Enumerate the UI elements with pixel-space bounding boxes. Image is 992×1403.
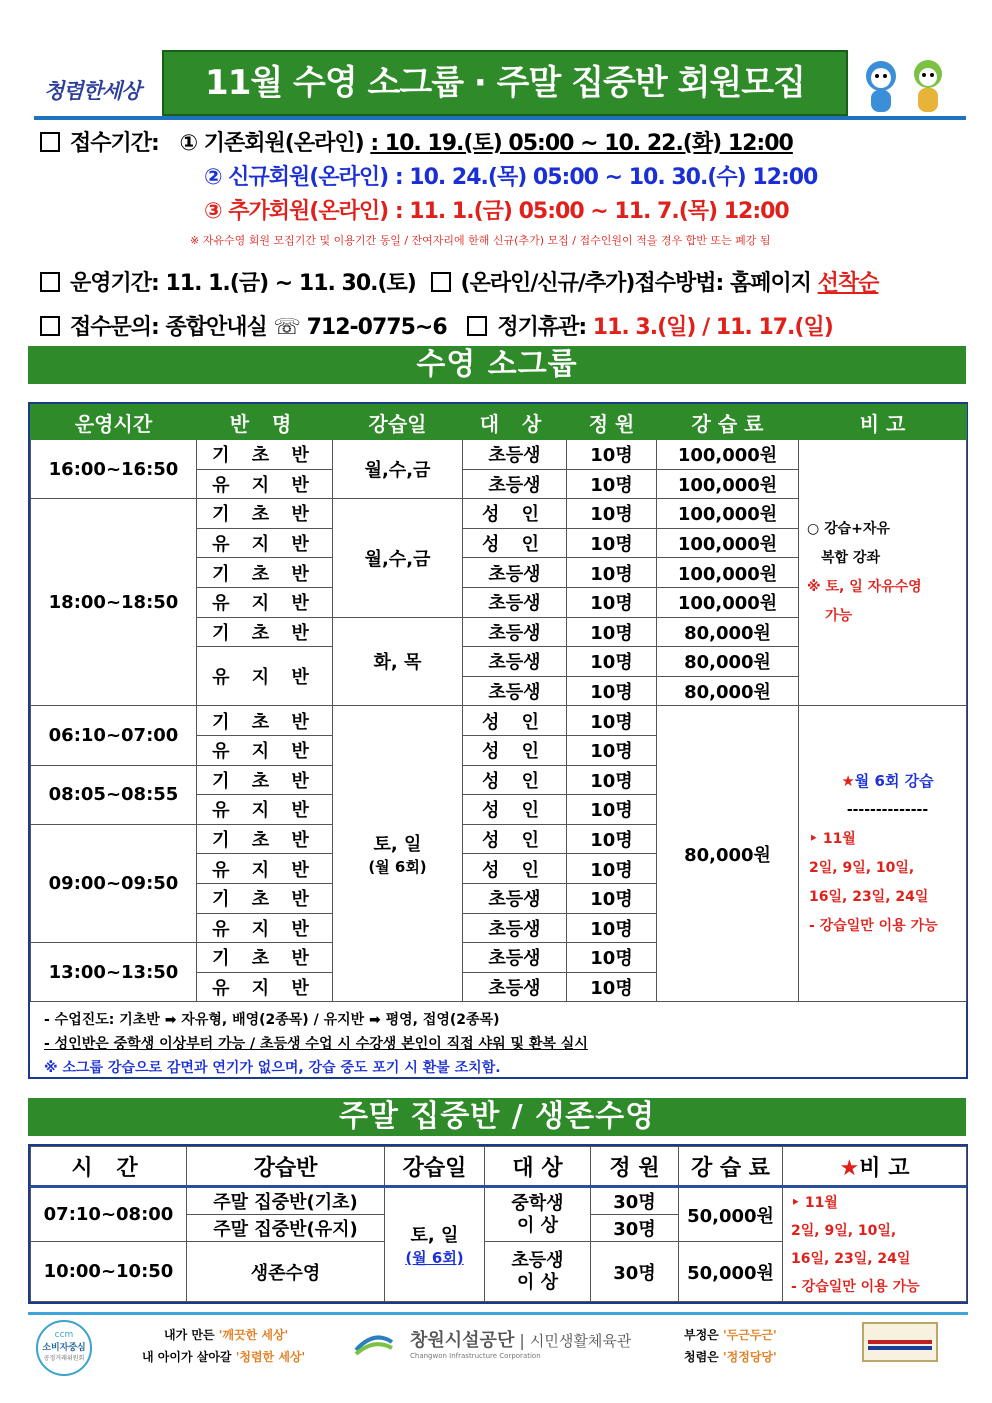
table-footnotes: - 수업진도: 기초반 ➡ 자유형, 배영(2종목) / 유지반 ➡ 평영, 접영(2종목) - 성인반은 중학생 이상부터 가능 / 초등생 수업 시 수강생 본인이 직접 샤워 및 환복 실시 ※ 소그룹 강습으로 감면과 연기가 없으며, 강습 중도 포기 시 환불 조치함. [44,1012,588,1076]
motto-2: 청렴은 '정정당당' [684,1350,777,1364]
mascot-icon [856,56,956,116]
class-cell: 기 초 반 [197,883,333,913]
certificate-logo [862,1322,938,1362]
target-cell: 성 인 [463,824,567,854]
target-cell: 초등생 [463,883,567,913]
days-cell: 화, 목 [333,617,463,706]
target-cell: 초등생 [463,617,567,647]
time-cell: 18:00~18:50 [31,499,197,706]
class-cell: 기 초 반 [197,824,333,854]
time-cell: 07:10~08:00 [31,1187,187,1242]
capacity-cell: 30명 [591,1242,679,1302]
time-cell: 13:00~13:50 [31,943,197,1002]
column-header: 시 간 [31,1147,187,1187]
capacity-cell: 10명 [567,735,657,765]
class-cell: 주말 집중반(기초) [187,1187,385,1215]
class-cell: 기 초 반 [197,558,333,588]
fee-cell: 100,000원 [657,558,799,588]
column-header: 정 원 [567,405,657,440]
class-cell: 유 지 반 [197,972,333,1002]
target-cell: 초등생 [463,943,567,973]
class-cell: 기 초 반 [197,706,333,736]
target-cell: 성 인 [463,528,567,558]
class-cell: 유 지 반 [197,913,333,943]
target-cell: 초등생 [463,440,567,470]
org-logo-icon [352,1328,396,1366]
table-row [31,440,967,470]
footer-divider [28,1312,968,1315]
column-header: 강습반 [187,1147,385,1187]
fee-cell: 50,000원 [679,1187,783,1242]
fee-cell: 100,000원 [657,499,799,529]
column-header: 강 습 료 [657,405,799,440]
class-cell: 기 초 반 [197,440,333,470]
fee-cell: 80,000원 [657,647,799,677]
table-header-row [31,1147,967,1187]
target-cell: 성 인 [463,795,567,825]
note-cell-weekend: ★월 6회 강습 -------------- ‣ 11월 2일, 9일, 10일, 16일, 23일, 24일 - 강습일만 이용 가능 [799,706,967,1002]
target-cell: 초등생 [463,913,567,943]
capacity-cell: 10명 [567,972,657,1002]
days-cell: 월,수,금 [333,499,463,617]
capacity-cell: 10명 [567,617,657,647]
target-cell: 중학생 이 상 [485,1187,591,1242]
capacity-cell: 10명 [567,795,657,825]
capacity-cell: 10명 [567,499,657,529]
column-header: 대 상 [463,405,567,440]
class-cell: 주말 집중반(유지) [187,1215,385,1242]
class-cell: 유 지 반 [197,528,333,558]
target-cell: 성 인 [463,854,567,884]
ccm-logo: ccm 소비자중심 공정거래위원회 [36,1320,92,1376]
checkbox-icon [467,316,487,336]
column-header: 운영시간 [31,405,197,440]
slogan-1: 내가 만든 '깨끗한 세상' [164,1328,289,1342]
logo-text: 청렴한세상 [44,79,141,103]
target-cell: 초등생 [463,558,567,588]
target-cell: 초등생 [463,587,567,617]
column-header: 강습일 [333,405,463,440]
class-cell: 기 초 반 [197,765,333,795]
column-header: 강습일 [385,1147,485,1187]
fee-cell: 50,000원 [679,1242,783,1302]
target-cell: 초등생 이 상 [485,1242,591,1302]
capacity-cell: 10명 [567,824,657,854]
capacity-cell: 30명 [591,1215,679,1242]
capacity-cell: 10명 [567,558,657,588]
class-cell: 유 지 반 [197,854,333,884]
capacity-cell: 10명 [567,469,657,499]
target-cell: 초등생 [463,972,567,1002]
days-cell: 토, 일 (월 6회) [333,706,463,1002]
column-header: 비 고 [799,405,967,440]
column-header: 강 습 료 [679,1147,783,1187]
section-weekend-title: 주말 집중반 / 생존수영 [28,1098,966,1136]
reception-line-3: ③ 추가회원(온라인) : 11. 1.(금) 05:00 ~ 11. 7.(목) 12:00 [204,199,789,224]
inquiry-line: 접수문의: 종합안내실 ☏ 712-0775~6 정기휴관: 11. 3.(일) / 11. 17.(일) [40,310,833,341]
note-cell-weekday: ○ 강습+자유 복합 강좌 ※ 토, 일 자유수영 가능 [799,440,967,706]
column-header: 대 상 [485,1147,591,1187]
target-cell: 성 인 [463,765,567,795]
capacity-cell: 10명 [567,943,657,973]
column-header: ★비 고 [783,1147,967,1187]
reception-line-1: 접수기간: ① 기존회원(온라인) : 10. 19.(토) 05:00 ~ 10. 22.(화) 12:00 [40,126,793,157]
table-row [31,1187,967,1215]
class-cell: 기 초 반 [197,499,333,529]
fee-cell: 80,000원 [657,617,799,647]
class-cell: 유 지 반 [197,587,333,617]
target-cell: 초등생 [463,676,567,706]
time-cell: 10:00~10:50 [31,1242,187,1302]
fee-cell: 80,000원 [657,676,799,706]
fee-cell: 100,000원 [657,440,799,470]
checkbox-icon [40,272,60,292]
target-cell: 성 인 [463,499,567,529]
fee-cell: 100,000원 [657,528,799,558]
class-cell: 유 지 반 [197,795,333,825]
target-cell: 초등생 [463,647,567,677]
target-cell: 초등생 [463,469,567,499]
reception-line-2: ② 신규회원(온라인) : 10. 24.(목) 05:00 ~ 10. 30.(수) 12:00 [204,165,818,190]
capacity-cell: 30명 [591,1187,679,1215]
fee-cell: 80,000원 [657,706,799,1002]
time-cell: 06:10~07:00 [31,706,197,765]
capacity-cell: 10명 [567,883,657,913]
column-header: 정 원 [591,1147,679,1187]
fee-cell: 100,000원 [657,587,799,617]
time-cell: 09:00~09:50 [31,824,197,942]
time-cell: 16:00~16:50 [31,440,197,499]
days-cell: 토, 일 (월 6회) [385,1187,485,1302]
capacity-cell: 10명 [567,587,657,617]
capacity-cell: 10명 [567,765,657,795]
class-cell: 기 초 반 [197,943,333,973]
slogan-2: 내 아이가 살아갈 '청렴한 세상' [142,1350,306,1364]
class-cell: 유 지 반 [197,735,333,765]
class-cell: 유 지 반 [197,647,333,706]
note-cell: ‣ 11월 2일, 9일, 10일, 16일, 23일, 24일 - 강습일만 이용 가능 [783,1187,967,1302]
section-swim-small-group-title: 수영 소그룹 [28,346,966,384]
phone-icon: ☏ [273,315,300,340]
table-header-row [31,405,967,440]
days-cell: 월,수,금 [333,440,463,499]
table-row [31,706,967,736]
weekend-table [28,1144,968,1304]
column-header: 반 명 [197,405,333,440]
motto-1: 부정은 '두근두근' [684,1328,777,1342]
checkbox-icon [40,132,60,152]
header-divider [34,116,966,120]
target-cell: 성 인 [463,706,567,736]
small-group-table [28,402,968,1079]
capacity-cell: 10명 [567,913,657,943]
capacity-cell: 10명 [567,706,657,736]
checkbox-icon [40,316,60,336]
checkbox-icon [431,272,451,292]
target-cell: 성 인 [463,735,567,765]
capacity-cell: 10명 [567,854,657,884]
capacity-cell: 10명 [567,647,657,677]
operation-line: 운영기간: 11. 1.(금) ~ 11. 30.(토) (온라인/신규/추가)접수방법: 홈페이지 선착순 [40,266,878,297]
capacity-cell: 10명 [567,676,657,706]
capacity-cell: 10명 [567,528,657,558]
org-name: 창원시설공단 | 시민생활체육관 Changwon Infrastructure Corporation [410,1330,632,1360]
reception-note: ※ 자유수영 회원 모집기간 및 이용기간 동일 / 잔여자리에 한해 신규(추가) 모집 / 접수인원이 적을 경우 합반 또는 폐강 됨 [190,234,771,247]
page-title: 11월 수영 소그룹 · 주말 집중반 회원모집 [162,50,848,116]
class-cell: 기 초 반 [197,617,333,647]
fee-cell: 100,000원 [657,469,799,499]
class-cell: 생존수영 [187,1242,385,1302]
capacity-cell: 10명 [567,440,657,470]
time-cell: 08:05~08:55 [31,765,197,824]
class-cell: 유 지 반 [197,469,333,499]
